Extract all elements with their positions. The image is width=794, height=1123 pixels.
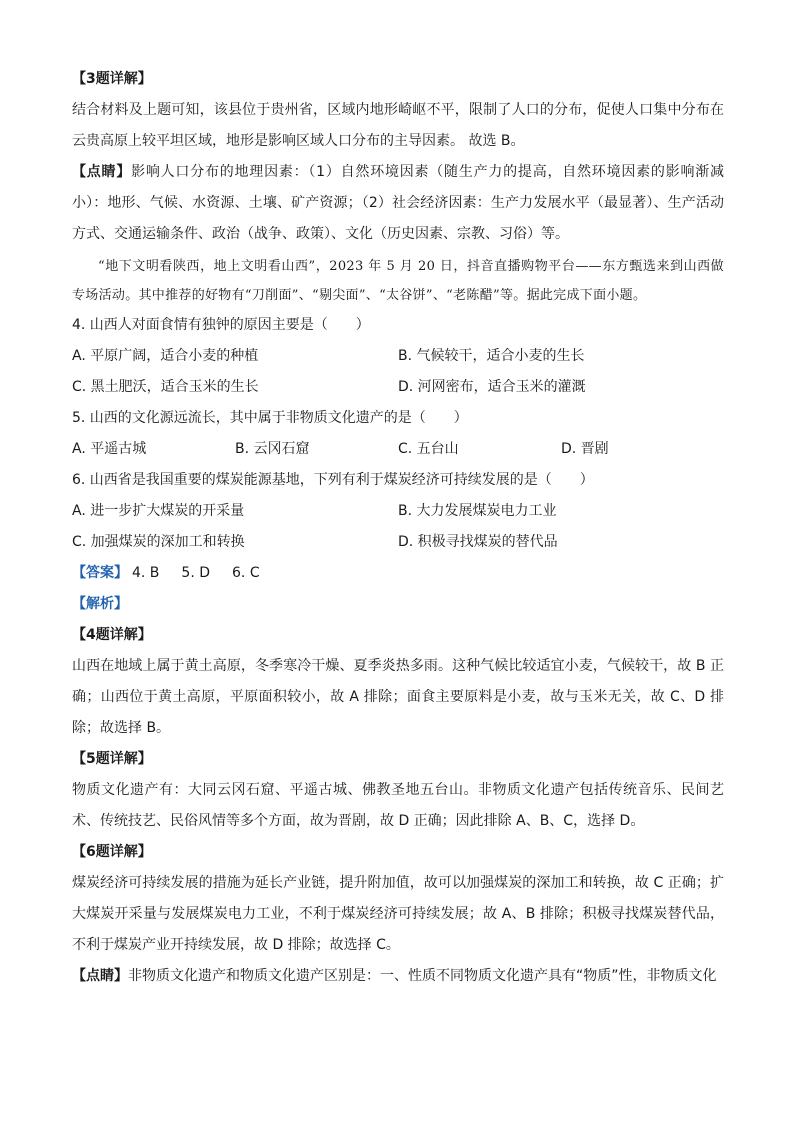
answer-tag: 【答案】 <box>72 565 128 581</box>
dianjing-note-2 <box>72 961 724 992</box>
answer-item: 5. D <box>181 565 211 581</box>
q4-stem: 4. 山西人对面食情有独钟的原因主要是（ ） <box>72 317 370 333</box>
q6-options-row-2 <box>72 527 724 558</box>
dianjing-body: 影响人口分布的地理因素：（1）自然环境因素（随生产力的提高，自然环境因素的影响渐减小）：地形、气候、水资源、土壤、矿产资源；（2）社会经济因素：生产力发展水平（最显著）、生产活动方式、交通运输条件、政治（战争、政策）、文化（历史因素、宗教、习俗）等。 <box>72 164 725 242</box>
q4-options-row-2 <box>72 372 724 403</box>
q5-option-b: B. 云冈石窟 <box>235 441 310 457</box>
q6-option-c: C. 加强煤炭的深加工和转换 <box>72 534 245 550</box>
document-page <box>72 64 724 992</box>
q6-option-d: D. 积极寻找煤炭的替代品 <box>398 534 558 550</box>
dianjing-tag: 【点睛】 <box>72 968 128 984</box>
answer-line <box>72 558 724 589</box>
q4-option-b: B. 气候较干，适合小麦的生长 <box>398 348 585 364</box>
q5-detail-body: 物质文化遗产有：大同云冈石窟、平遥古城、佛教圣地五台山。非物质文化遗产包括传统音乐、民间艺术、传统技艺、民俗风情等多个方面，故为晋剧，故 D 正确；因此排除 A、B、C，选择 D。 <box>72 782 724 829</box>
q5-detail-heading: 【5题详解】 <box>72 751 152 767</box>
q5-option-c: C. 五台山 <box>398 441 459 457</box>
q6-option-a: A. 进一步扩大煤炭的开采量 <box>72 503 245 519</box>
q4-option-c: C. 黑土肥沃，适合玉米的生长 <box>72 379 259 395</box>
dianjing-note-1 <box>72 157 724 250</box>
q3-detail-heading: 【3题详解】 <box>72 71 152 87</box>
q5-stem: 5. 山西的文化源远流长，其中属于非物质文化遗产的是（ ） <box>72 410 468 426</box>
q6-options-row-1 <box>72 496 724 527</box>
q5-options-row <box>72 434 724 465</box>
q4-detail-heading: 【4题详解】 <box>72 627 152 643</box>
q5-option-d: D. 晋剧 <box>561 441 609 457</box>
answer-item: 6. C <box>232 565 260 581</box>
reading-material: “地下文明看陕西，地上文明看山西”，2023 年 5 月 20 日，抖音直播购物平台——东方甄选来到山西做专场活动。其中推荐的好物有“刀削面”、“剔尖面”、“太谷饼”、“老陈醋”等。据此完成下面小题。 <box>72 259 724 303</box>
q6-detail-heading: 【6题详解】 <box>72 844 152 860</box>
q4-option-d: D. 河网密布，适合玉米的灌溉 <box>398 379 586 395</box>
q6-stem: 6. 山西省是我国重要的煤炭能源基地，下列有利于煤炭经济可持续发展的是（ ） <box>72 472 594 488</box>
q4-options-row-1 <box>72 341 724 372</box>
q6-option-b: B. 大力发展煤炭电力工业 <box>398 503 557 519</box>
dianjing-body: 非物质文化遗产和物质文化遗产区别是：一、性质不同物质文化遗产具有“物质”性，非物质文化 <box>128 968 717 984</box>
answer-item: 4. B <box>132 565 160 581</box>
q6-detail-body: 煤炭经济可持续发展的措施为延长产业链，提升附加值，故可以加强煤炭的深加工和转换，故 C 正确；扩大煤炭开采量与发展煤炭电力工业，不利于煤炭经济可持续发展；故 A、B 排除；积极寻找煤炭替代品，不利于煤炭产业开持续发展，故 D 排除；故选择 C。 <box>72 875 724 953</box>
q4-option-a: A. 平原广阔，适合小麦的种植 <box>72 348 259 364</box>
analysis-tag: 【解析】 <box>72 596 128 612</box>
q5-option-a: A. 平遥古城 <box>72 441 147 457</box>
q4-detail-body: 山西在地域上属于黄土高原，冬季寒冷干燥、夏季炎热多雨。这种气候比较适宜小麦，气候较干，故 B 正确；山西位于黄土高原，平原面积较小，故 A 排除；面食主要原料是小麦，故与玉米无关，故 C、D 排除；故选择 B。 <box>72 658 724 736</box>
q3-detail-body: 结合材料及上题可知，该县位于贵州省，区域内地形崎岖不平，限制了人口的分布，促使人口集中分布在云贵高原上较平坦区域，地形是影响区域人口分布的主导因素。 故选 B。 <box>72 102 724 149</box>
dianjing-tag: 【点睛】 <box>72 164 132 180</box>
